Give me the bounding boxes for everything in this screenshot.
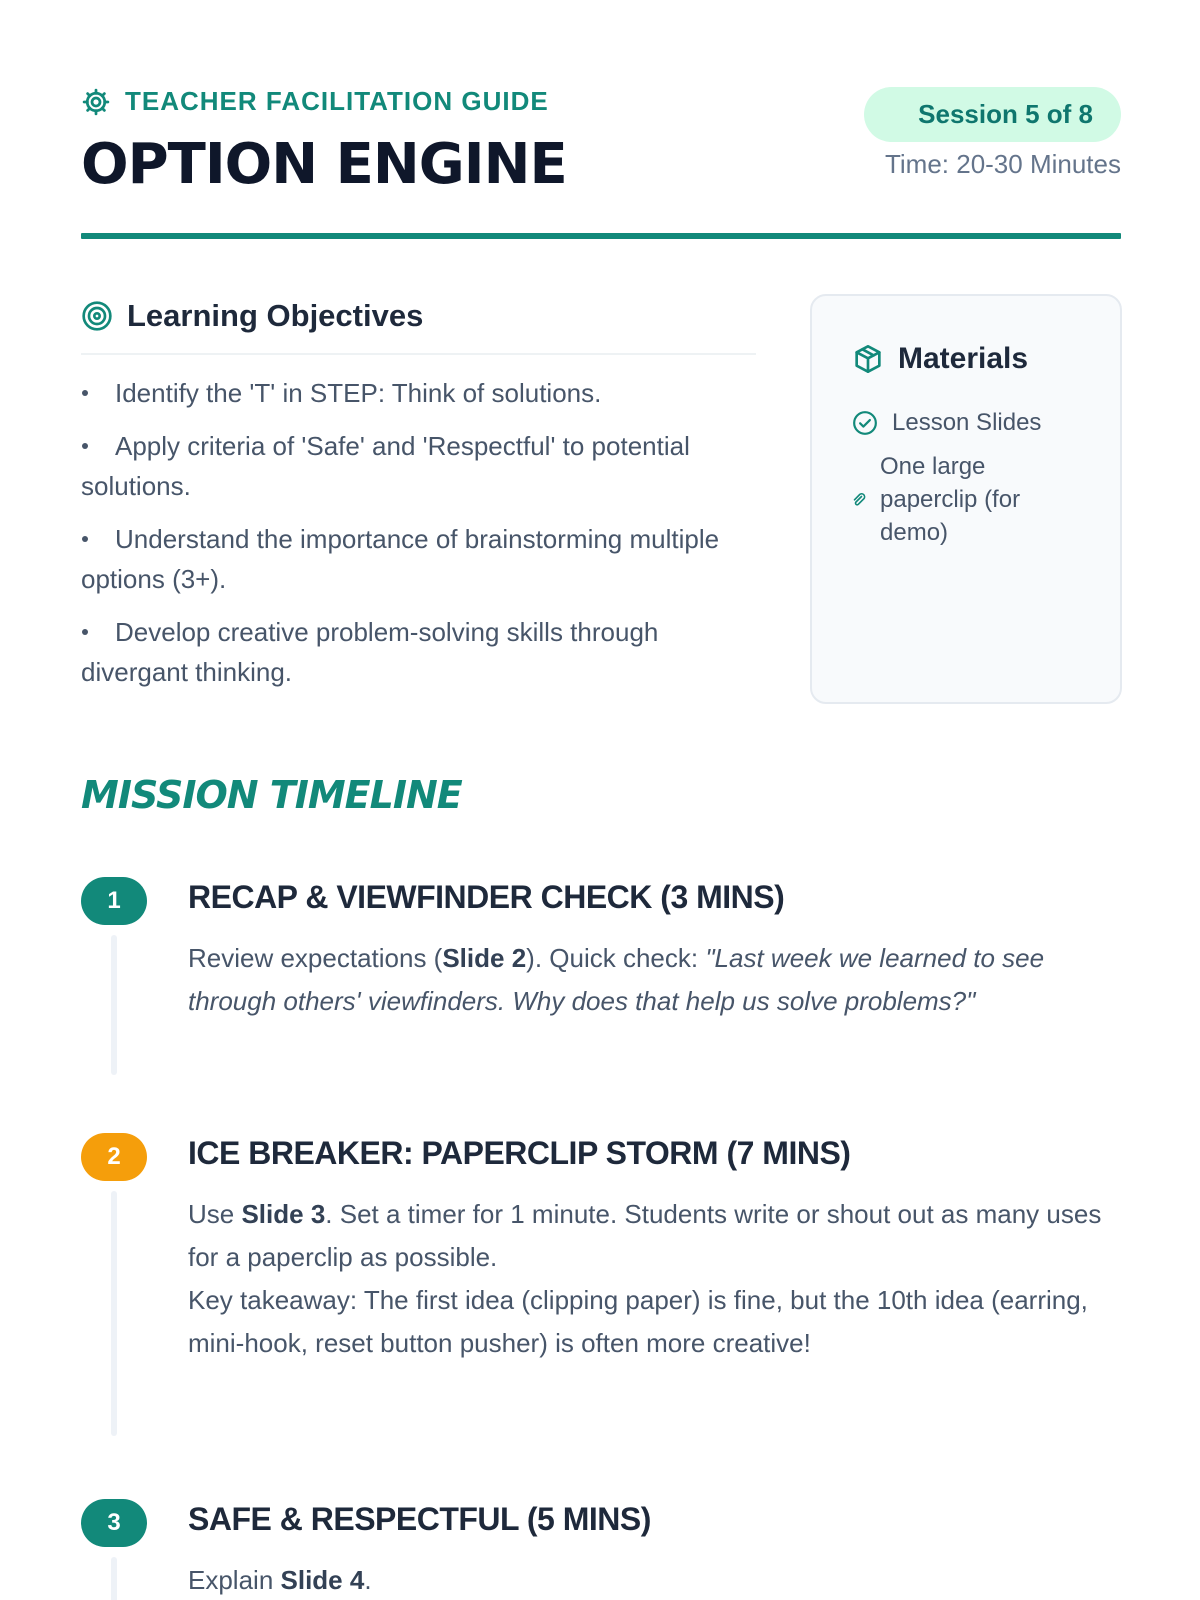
bullet: [82, 629, 88, 635]
materials-card: [810, 294, 1122, 704]
step-description: [188, 1193, 1123, 1365]
timeline-title: MISSION TIMELINE: [81, 773, 462, 817]
step-title: SAFE & RESPECTFUL (5 MINS): [188, 1501, 651, 1537]
step-description: [188, 1559, 1123, 1600]
step-text: Use: [188, 1199, 242, 1229]
step-number-badge: 3: [81, 1499, 147, 1547]
step-number-badge: 1: [81, 877, 147, 925]
list-item: [852, 450, 1082, 549]
learning-objectives-section: [81, 296, 756, 705]
bullet: [82, 536, 88, 542]
step-description: [188, 937, 1123, 1023]
step-text: .: [364, 1565, 372, 1595]
session-badge: Session 5 of 8: [864, 87, 1121, 142]
step-text: ). Quick check:: [526, 943, 706, 973]
bullet: [82, 390, 88, 396]
material-text: One large paperclip (for demo): [880, 453, 1021, 546]
list-item: [81, 426, 756, 506]
paperclip-icon: [852, 492, 866, 508]
step-title: RECAP & VIEWFINDER CHECK (3 MINS): [188, 879, 785, 915]
header-divider: [81, 233, 1121, 239]
material-text: Lesson Slides: [892, 409, 1042, 436]
page-title: OPTION ENGINE: [81, 132, 567, 197]
objective-text: Identify the 'T' in STEP: Think of solutions.: [115, 378, 602, 408]
objectives-divider: [81, 353, 756, 355]
step-connector: [111, 1557, 117, 1600]
bullet: [82, 443, 88, 449]
box-icon: [852, 343, 884, 375]
step-text: Explain: [188, 1565, 281, 1595]
list-item: [852, 406, 1041, 439]
materials-title: Materials: [898, 342, 1029, 375]
objectives-heading: [81, 296, 756, 336]
eyebrow: [81, 86, 549, 117]
step-title: ICE BREAKER: PAPERCLIP STORM (7 MINS): [188, 1135, 851, 1171]
eyebrow-label: TEACHER FACILITATION GUIDE: [125, 86, 549, 116]
step-connector: [111, 935, 117, 1075]
materials-heading: [852, 342, 1028, 376]
gear-icon: [81, 87, 111, 117]
time-estimate: Time: 20-30 Minutes: [884, 149, 1121, 179]
objectives-title: Learning Objectives: [127, 298, 424, 333]
check-circle-icon: [852, 410, 878, 436]
slide-reference: Slide 3: [241, 1199, 326, 1229]
guide-header: [81, 82, 1121, 242]
objective-text: Develop creative problem-solving skills through divergant thinking.: [81, 617, 659, 687]
target-icon: [81, 300, 113, 332]
list-item: [81, 519, 756, 599]
objective-text: Understand the importance of brainstorming multiple options (3+).: [81, 524, 720, 594]
step-text: Review expectations (: [188, 943, 443, 973]
list-item: [81, 612, 756, 692]
objectives-list: [81, 373, 756, 692]
step-quote: "Last week we learned to see through others' viewfinders. Why does that help us solve problems?": [188, 943, 1045, 1016]
slide-reference: Slide 2: [442, 943, 527, 973]
facilitation-guide-page: [81, 0, 1121, 1600]
list-item: [81, 373, 756, 413]
objective-text: Apply criteria of 'Safe' and 'Respectful' to potential solutions.: [81, 431, 690, 501]
step-takeaway: Key takeaway: The first idea (clipping paper) is fine, but the 10th idea (earring, mini-hook, reset button pusher) is often more creative!: [188, 1285, 1088, 1358]
step-text: . Set a timer for 1 minute. Students write or shout out as many uses for a paperclip as possible.: [188, 1199, 1102, 1272]
slide-reference: Slide 4: [280, 1565, 365, 1595]
step-connector: [111, 1191, 117, 1436]
step-number-badge: 2: [81, 1133, 147, 1181]
